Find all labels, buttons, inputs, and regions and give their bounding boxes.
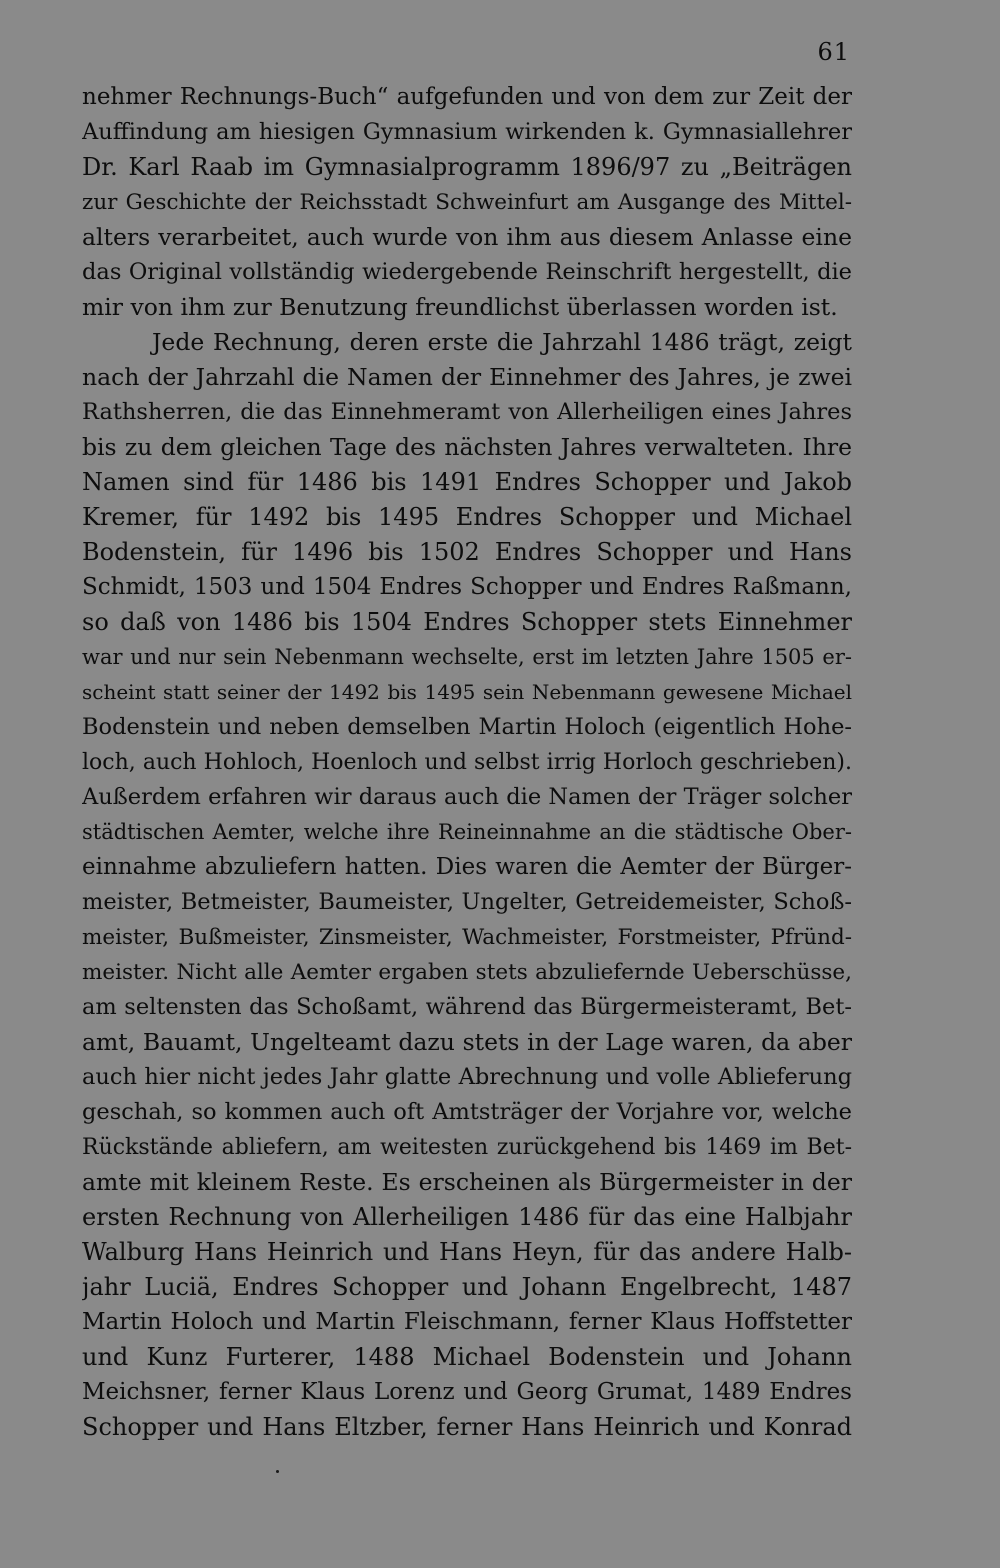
- text-line: das Original vollständig wiedergebende Reinschrift hergestellt, die: [82, 259, 852, 285]
- text-line: Auffindung am hiesigen Gymnasium wirkenden k. Gymnasiallehrer: [82, 119, 852, 145]
- text-line: bis zu dem gleichen Tage des nächsten Jahres verwalteten. Ihre: [82, 433, 852, 461]
- text-line: mir von ihm zur Benutzung freundlichst überlassen worden ist.: [82, 293, 838, 321]
- paragraph-first-line: Jede Rechnung, deren erste die Jahrzahl 1486 trägt, zeigt: [152, 328, 852, 356]
- text-line: loch, auch Hohloch, Hoenloch und selbst irrig Horloch geschrieben).: [82, 750, 852, 775]
- body-text: [82, 80, 852, 1445]
- text-line: amte mit kleinem Reste. Es erscheinen als Bürgermeister in der: [82, 1168, 852, 1196]
- text-line: Dr. Karl Raab im Gymnasialprogramm 1896/97 zu „Beiträgen: [82, 153, 852, 181]
- text-line: geschah, so kommen auch oft Amtsträger der Vorjahre vor, welche: [82, 1099, 852, 1125]
- text-line: Außerdem erfahren wir daraus auch die Namen der Träger solcher: [82, 784, 852, 810]
- text-line: meister, Bußmeister, Zinsmeister, Wachmeister, Forstmeister, Pfründ-: [82, 925, 852, 950]
- text-line: Meichsner, ferner Klaus Lorenz und Georg Grumat, 1489 Endres: [82, 1379, 852, 1405]
- text-line: zur Geschichte der Reichsstadt Schweinfurt am Ausgange des Mittel-: [82, 190, 852, 215]
- text-line: am seltensten das Schoßamt, während das Bürgermeisteramt, Bet-: [82, 994, 852, 1020]
- text-line: so daß von 1486 bis 1504 Endres Schopper stets Einnehmer: [82, 608, 852, 636]
- text-line: Bodenstein, für 1496 bis 1502 Endres Schopper und Hans: [82, 538, 852, 566]
- text-line: städtischen Aemter, welche ihre Reineinnahme an die städtische Ober-: [82, 820, 852, 844]
- text-line: Walburg Hans Heinrich und Hans Heyn, für das andere Halb-: [82, 1238, 852, 1266]
- text-line: Bodenstein und neben demselben Martin Holoch (eigentlich Hohe-: [82, 714, 852, 740]
- text-line: ersten Rechnung von Allerheiligen 1486 für das eine Halbjahr: [82, 1203, 852, 1231]
- text-line: und Kunz Furterer, 1488 Michael Bodenstein und Johann: [82, 1343, 852, 1371]
- ink-speck: [276, 1470, 279, 1473]
- text-line: war und nur sein Nebenmann wechselte, erst im letzten Jahre 1505 er-: [82, 645, 852, 669]
- text-line: alters verarbeitet, auch wurde von ihm aus diesem Anlasse eine: [82, 223, 852, 251]
- text-line: Rathsherren, die das Einnehmeramt von Allerheiligen eines Jahres: [82, 399, 852, 425]
- text-line: scheint statt seiner der 1492 bis 1495 sein Nebenmann gewesene Michael: [82, 680, 852, 704]
- text-line: nehmer Rechnungs-Buch“ aufgefunden und von dem zur Zeit der: [82, 84, 852, 110]
- text-line: amt, Bauamt, Ungelteamt dazu stets in der Lage waren, da aber: [82, 1028, 852, 1056]
- page-number: 61: [817, 38, 850, 66]
- text-line: Schmidt, 1503 und 1504 Endres Schopper und Endres Raßmann,: [82, 574, 852, 600]
- text-line: Martin Holoch und Martin Fleischmann, ferner Klaus Hoffstetter: [82, 1309, 852, 1335]
- text-line: Namen sind für 1486 bis 1491 Endres Schopper und Jakob: [82, 468, 852, 496]
- text-line: einnahme abzuliefern hatten. Dies waren die Aemter der Bürger-: [82, 854, 852, 880]
- text-line: auch hier nicht jedes Jahr glatte Abrechnung und volle Ablieferung: [82, 1064, 852, 1090]
- text-line: Schopper und Hans Eltzber, ferner Hans Heinrich und Konrad: [82, 1413, 852, 1441]
- text-line: Rückstände abliefern, am weitesten zurückgehend bis 1469 im Bet-: [82, 1135, 852, 1160]
- text-line: jahr Luciä, Endres Schopper und Johann Engelbrecht, 1487: [82, 1273, 852, 1301]
- text-line: Kremer, für 1492 bis 1495 Endres Schopper und Michael: [82, 503, 852, 531]
- text-line: nach der Jahrzahl die Namen der Einnehmer des Jahres, je zwei: [82, 363, 852, 391]
- text-line: meister. Nicht alle Aemter ergaben stets abzuliefernde Ueberschüsse,: [82, 960, 852, 985]
- text-line: meister, Betmeister, Baumeister, Ungelter, Getreidemeister, Schoß-: [82, 889, 852, 915]
